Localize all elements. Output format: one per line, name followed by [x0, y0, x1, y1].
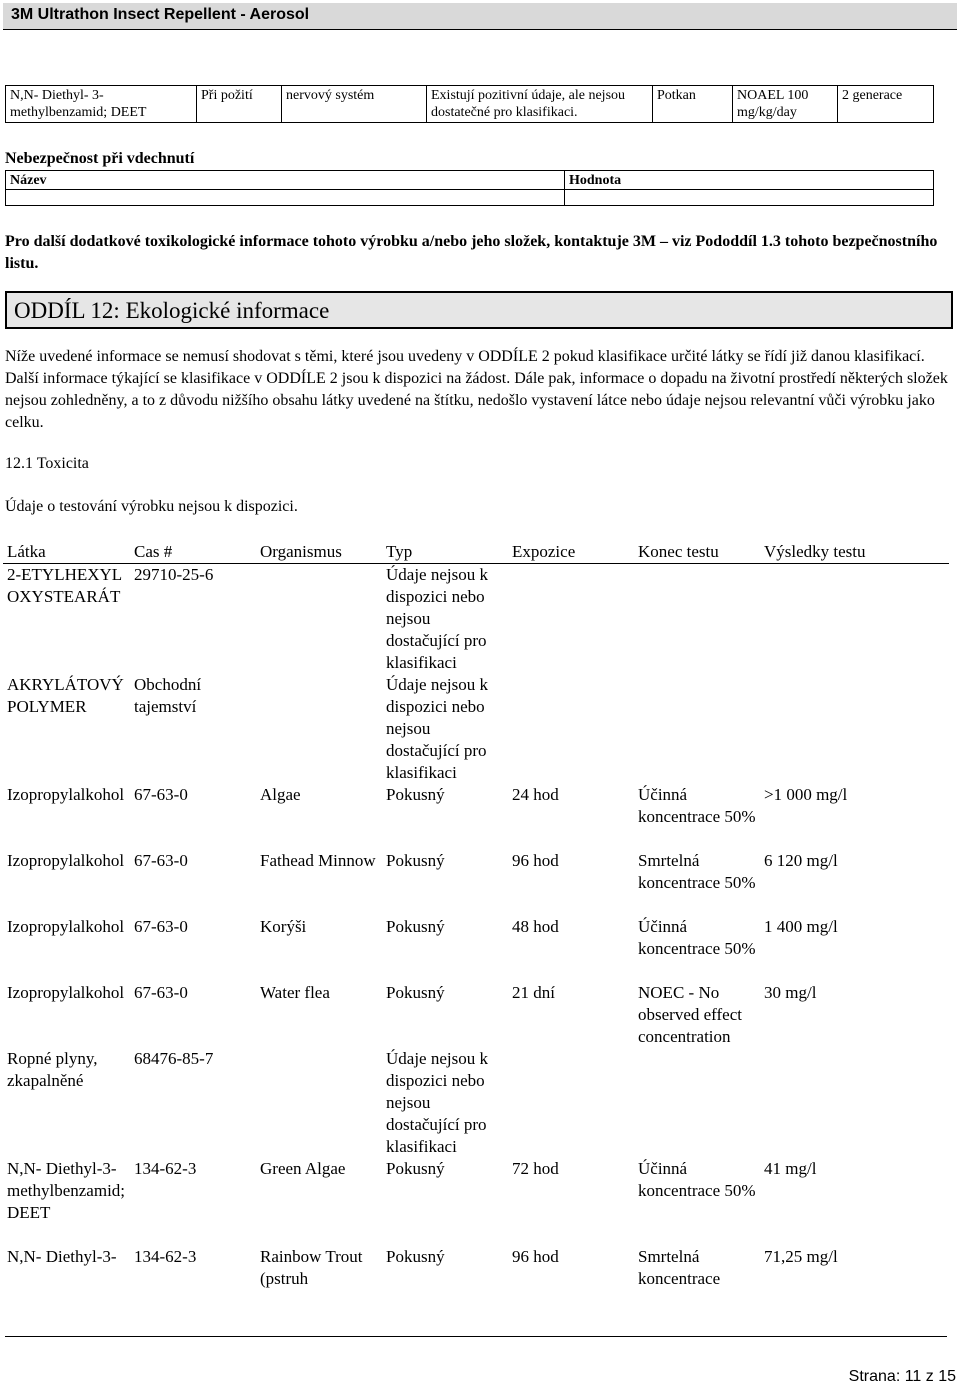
exposure-cell: 21 dní	[512, 983, 555, 1002]
type-cell: Údaje nejsou k dispozici nebo nejsou dostačující pro klasifikaci	[386, 565, 488, 672]
repeated-dose-table	[5, 85, 934, 123]
column-header-name: Název	[6, 171, 565, 190]
table-row	[6, 86, 934, 123]
document-header	[3, 3, 957, 30]
contact-note: Pro další dodatkové toxikologické informace tohoto výrobku a/nebo jeho složek, kontaktuje 3M – viz Pododdíl 1.3 tohoto bezpečnostního listu.	[5, 233, 938, 272]
section-12-header	[5, 291, 953, 329]
substance-cell: 2-ETYLHEXYL OXYSTEARÁT	[7, 565, 122, 606]
substance-cell: Ropné plyny, zkapalněné	[7, 1049, 98, 1090]
toxicity-table	[3, 541, 949, 1290]
endpoint-cell: Smrtelná koncentrace	[638, 1247, 721, 1288]
organism-cell: Water flea	[260, 983, 330, 1002]
endpoint-cell: Účinná koncentrace 50%	[638, 785, 756, 826]
result-cell: 1 400 mg/l	[764, 917, 838, 936]
table-header-row	[6, 171, 934, 190]
cas-cell: 68476-85-7	[134, 1049, 214, 1068]
table-row	[3, 564, 949, 675]
cas-cell: 67-63-0	[134, 983, 188, 1002]
footer-divider	[5, 1336, 947, 1337]
organism-cell: Fathead Minnow	[260, 851, 376, 870]
duration-cell: 2 generace	[838, 86, 934, 123]
no-data-note: Údaje o testování výrobku nejsou k dispozici.	[5, 498, 298, 515]
page-number: Strana: 11 z 15	[848, 1368, 956, 1385]
endpoint-cell: Smrtelná koncentrace 50%	[638, 851, 756, 892]
type-cell: Pokusný	[386, 1247, 445, 1266]
exposure-cell: 96 hod	[512, 1247, 559, 1266]
table-row	[3, 1246, 949, 1290]
result-cell: 30 mg/l	[764, 983, 817, 1002]
table-row	[3, 850, 949, 916]
toxicity-subheading: 12.1 Toxicita	[5, 455, 89, 472]
endpoint-cell: NOEC - No observed effect concentration	[638, 983, 742, 1046]
inhalation-heading: Nebezpečnost při vdechnutí	[5, 150, 195, 167]
section-12-title: ODDÍL 12: Ekologické informace	[14, 298, 330, 323]
exposure-cell: 24 hod	[512, 785, 559, 804]
result-cell: 41 mg/l	[764, 1159, 817, 1178]
endpoint-cell: Účinná koncentrace 50%	[638, 917, 756, 958]
document-title: 3M Ultrathon Insect Repellent - Aerosol	[11, 6, 310, 23]
empty-cell	[6, 190, 565, 206]
cas-cell: 67-63-0	[134, 851, 188, 870]
cas-cell: Obchodní tajemství	[134, 675, 202, 716]
route-cell: Při požití	[197, 86, 282, 123]
cas-cell: 67-63-0	[134, 785, 188, 804]
column-header-exposure: Expozice	[508, 541, 634, 564]
organism-cell	[256, 564, 382, 675]
endpoint-cell	[634, 674, 760, 784]
substance-cell: Izopropylalkohol	[7, 851, 125, 870]
substance-cell: Izopropylalkohol	[7, 983, 125, 1002]
endpoint-cell: Účinná koncentrace 50%	[638, 1159, 756, 1200]
table-row	[3, 1158, 949, 1246]
cas-cell: 29710-25-6	[134, 565, 214, 584]
endpoint-cell	[634, 564, 760, 675]
exposure-cell: 96 hod	[512, 851, 559, 870]
organism-cell	[256, 674, 382, 784]
empty-cell	[565, 190, 934, 206]
cas-cell: 67-63-0	[134, 917, 188, 936]
substance-cell: N,N- Diethyl-3-methylbenzamid; DEET	[7, 1159, 126, 1222]
result-cell	[760, 1048, 949, 1158]
exposure-cell	[508, 564, 634, 675]
column-header-endpoint: Konec testu	[634, 541, 760, 564]
exposure-cell: 48 hod	[512, 917, 559, 936]
type-cell: Pokusný	[386, 983, 445, 1002]
column-header-substance: Látka	[3, 541, 130, 564]
exposure-cell	[508, 674, 634, 784]
table-row	[6, 190, 934, 206]
table-row	[3, 982, 949, 1048]
section-12-intro: Níže uvedené informace se nemusí shodovat s těmi, které jsou uvedeny v ODDÍLE 2 pokud klasifikace určité látky se řídí již danou klasifikací. Další informace týkající se klasifikace v ODDÍLE 2 jsou k dispozici na žádost. Dále pak, informace o dopadu na životní prostředí některých složek nejsou zohledněny, a to z důvodu nižšího obsahu látky uvedené na štítku, nedošlo vystavení látce nebo údaje nejsou relevantní vůči výrobku jako celku.	[5, 348, 948, 431]
organism-cell: Algae	[260, 785, 301, 804]
organism-cell	[256, 1048, 382, 1158]
substance-cell: N,N- Diethyl-3-	[7, 1247, 117, 1266]
type-cell: Údaje nejsou k dispozici nebo nejsou dostačující pro klasifikaci	[386, 1049, 488, 1156]
column-header-cas: Cas #	[130, 541, 256, 564]
exposure-cell	[508, 1048, 634, 1158]
table-row	[3, 674, 949, 784]
test-result-cell: NOAEL 100 mg/kg/day	[733, 86, 838, 123]
substance-cell: Izopropylalkohol	[7, 785, 125, 804]
table-header-row	[3, 541, 949, 564]
column-header-organism: Organismus	[256, 541, 382, 564]
cas-cell: 134-62-3	[134, 1159, 197, 1178]
type-cell: Pokusný	[386, 917, 445, 936]
column-header-value: Hodnota	[565, 171, 934, 190]
substance-cell: AKRYLÁTOVÝ POLYMER	[7, 675, 124, 716]
table-row	[3, 1048, 949, 1158]
organism-cell: Korýši	[260, 917, 307, 936]
type-cell: Pokusný	[386, 785, 445, 804]
type-cell: Pokusný	[386, 1159, 445, 1178]
table-row	[3, 784, 949, 850]
type-cell: Pokusný	[386, 851, 445, 870]
result-cell: 71,25 mg/l	[764, 1247, 838, 1266]
result-cell	[760, 674, 949, 784]
endpoint-cell	[634, 1048, 760, 1158]
result-cell: >1 000 mg/l	[764, 785, 848, 804]
table-row	[3, 916, 949, 982]
organ-cell: nervový systém	[282, 86, 427, 123]
species-cell: Potkan	[653, 86, 733, 123]
evidence-cell: Existují pozitivní údaje, ale nejsou dostatečné pro klasifikaci.	[427, 86, 653, 123]
organism-cell: Rainbow Trout (pstruh	[260, 1247, 363, 1288]
cas-cell: 134-62-3	[134, 1247, 197, 1266]
result-cell	[760, 564, 949, 675]
result-cell: 6 120 mg/l	[764, 851, 838, 870]
inhalation-table	[5, 170, 934, 206]
column-header-type: Typ	[382, 541, 508, 564]
type-cell: Údaje nejsou k dispozici nebo nejsou dostačující pro klasifikaci	[386, 675, 488, 782]
substance-cell: N,N- Diethyl- 3-methylbenzamid; DEET	[6, 86, 197, 123]
exposure-cell: 72 hod	[512, 1159, 559, 1178]
substance-cell: Izopropylalkohol	[7, 917, 125, 936]
column-header-result: Výsledky testu	[760, 541, 949, 564]
organism-cell: Green Algae	[260, 1159, 346, 1178]
